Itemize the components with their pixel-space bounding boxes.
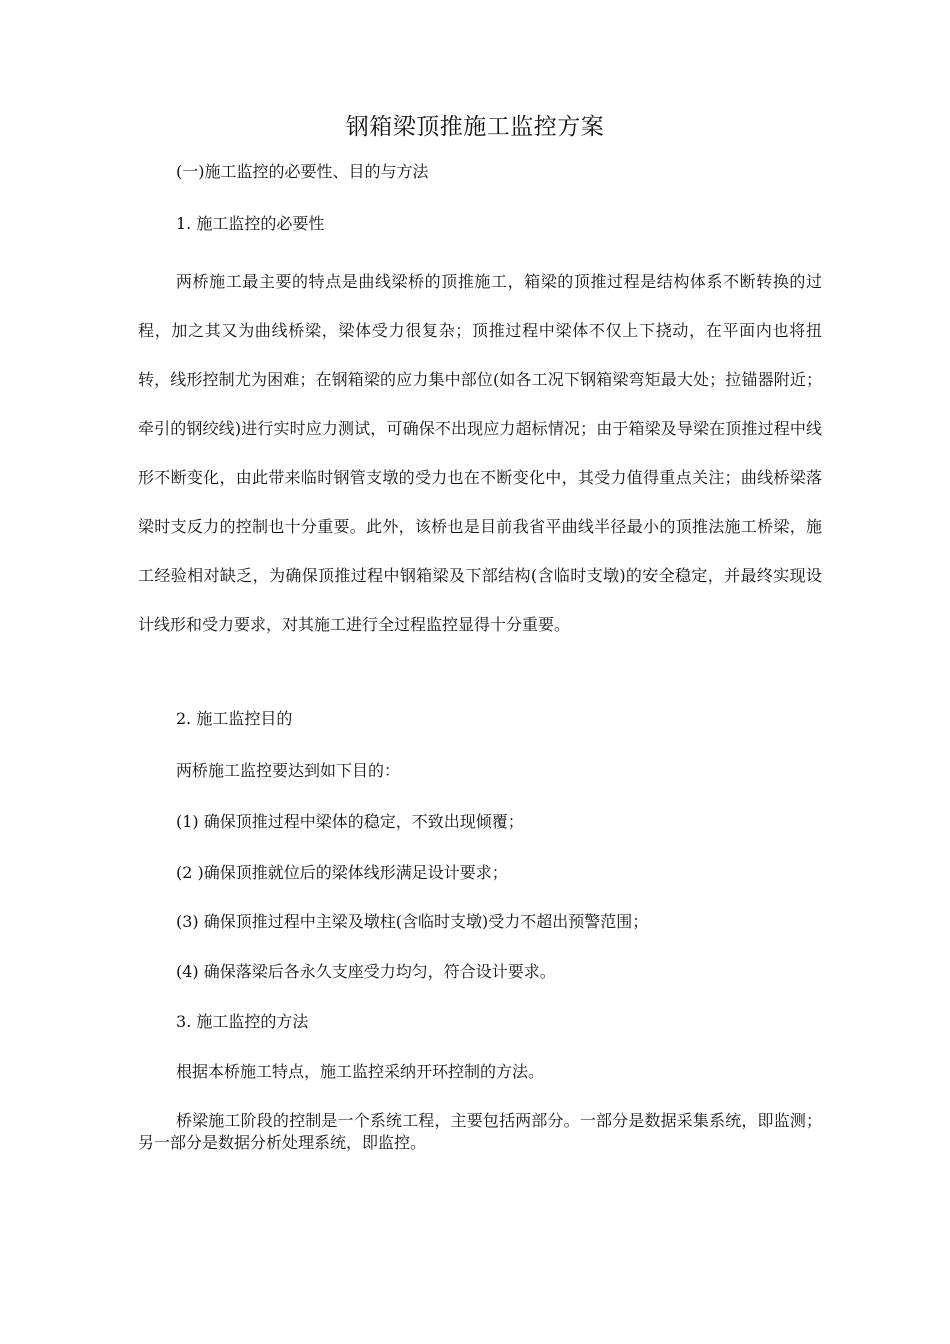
subsection-heading-objectives: 2. 施工监控目的 [176,709,293,728]
section-heading: (一)施工监控的必要性、目的与方法 [176,162,429,181]
document-title: 钢箱梁顶推施工监控方案 [345,114,605,140]
methods-paragraph: 桥梁施工阶段的控制是一个系统工程，主要包括两部分。一部分是数据采集系统，即监测；另一部分是数据分析处理系统，即监控。 [138,1111,822,1152]
subsection-heading-necessity: 1. 施工监控的必要性 [176,214,325,233]
objective-item-2: (2 )确保顶推就位后的梁体线形满足设计要求； [176,863,508,882]
objectives-intro: 两桥施工监控要达到如下目的： [176,761,401,780]
objective-item-3: (3) 确保顶推过程中主梁及墩柱(含临时支墩)受力不超出预警范围； [176,912,649,931]
subsection-heading-methods: 3. 施工监控的方法 [176,1012,309,1031]
objective-item-1: (1) 确保顶推过程中梁体的稳定，不致出现倾覆； [176,812,524,831]
objective-item-4: (4) 确保落梁后各永久支座受力均匀，符合设计要求。 [176,962,556,981]
methods-intro: 根据本桥施工特点，施工监控采纳开环控制的方法。 [176,1062,545,1081]
necessity-paragraph: 两桥施工最主要的特点是曲线梁桥的顶推施工，箱梁的顶推过程是结构体系不断转换的过程，加之其又为曲线桥梁，梁体受力很复杂；顶推过程中梁体不仅上下挠动，在平面内也将扭转，线形控制尤为困难；在钢箱梁的应力集中部位(如各工况下钢箱梁弯矩最大处；拉锚器附近；牵引的钢绞线)进行实时应力测试，可确保不出现应力超标情况；由于箱梁及导梁在顶推过程中线形不断变化，由此带来临时钢管支墩的受力也在不断变化中，其受力值得重点关注；曲线桥梁落梁时支反力的控制也十分重要。此外，该桥也是目前我省平曲线半径最小的顶推法施工桥梁，施工经验相对缺乏，为确保顶推过程中钢箱梁及下部结构(含临时支墩)的安全稳定，并最终实现设计线形和受力要求，对其施工进行全过程监控显得十分重要。 [138,272,822,634]
